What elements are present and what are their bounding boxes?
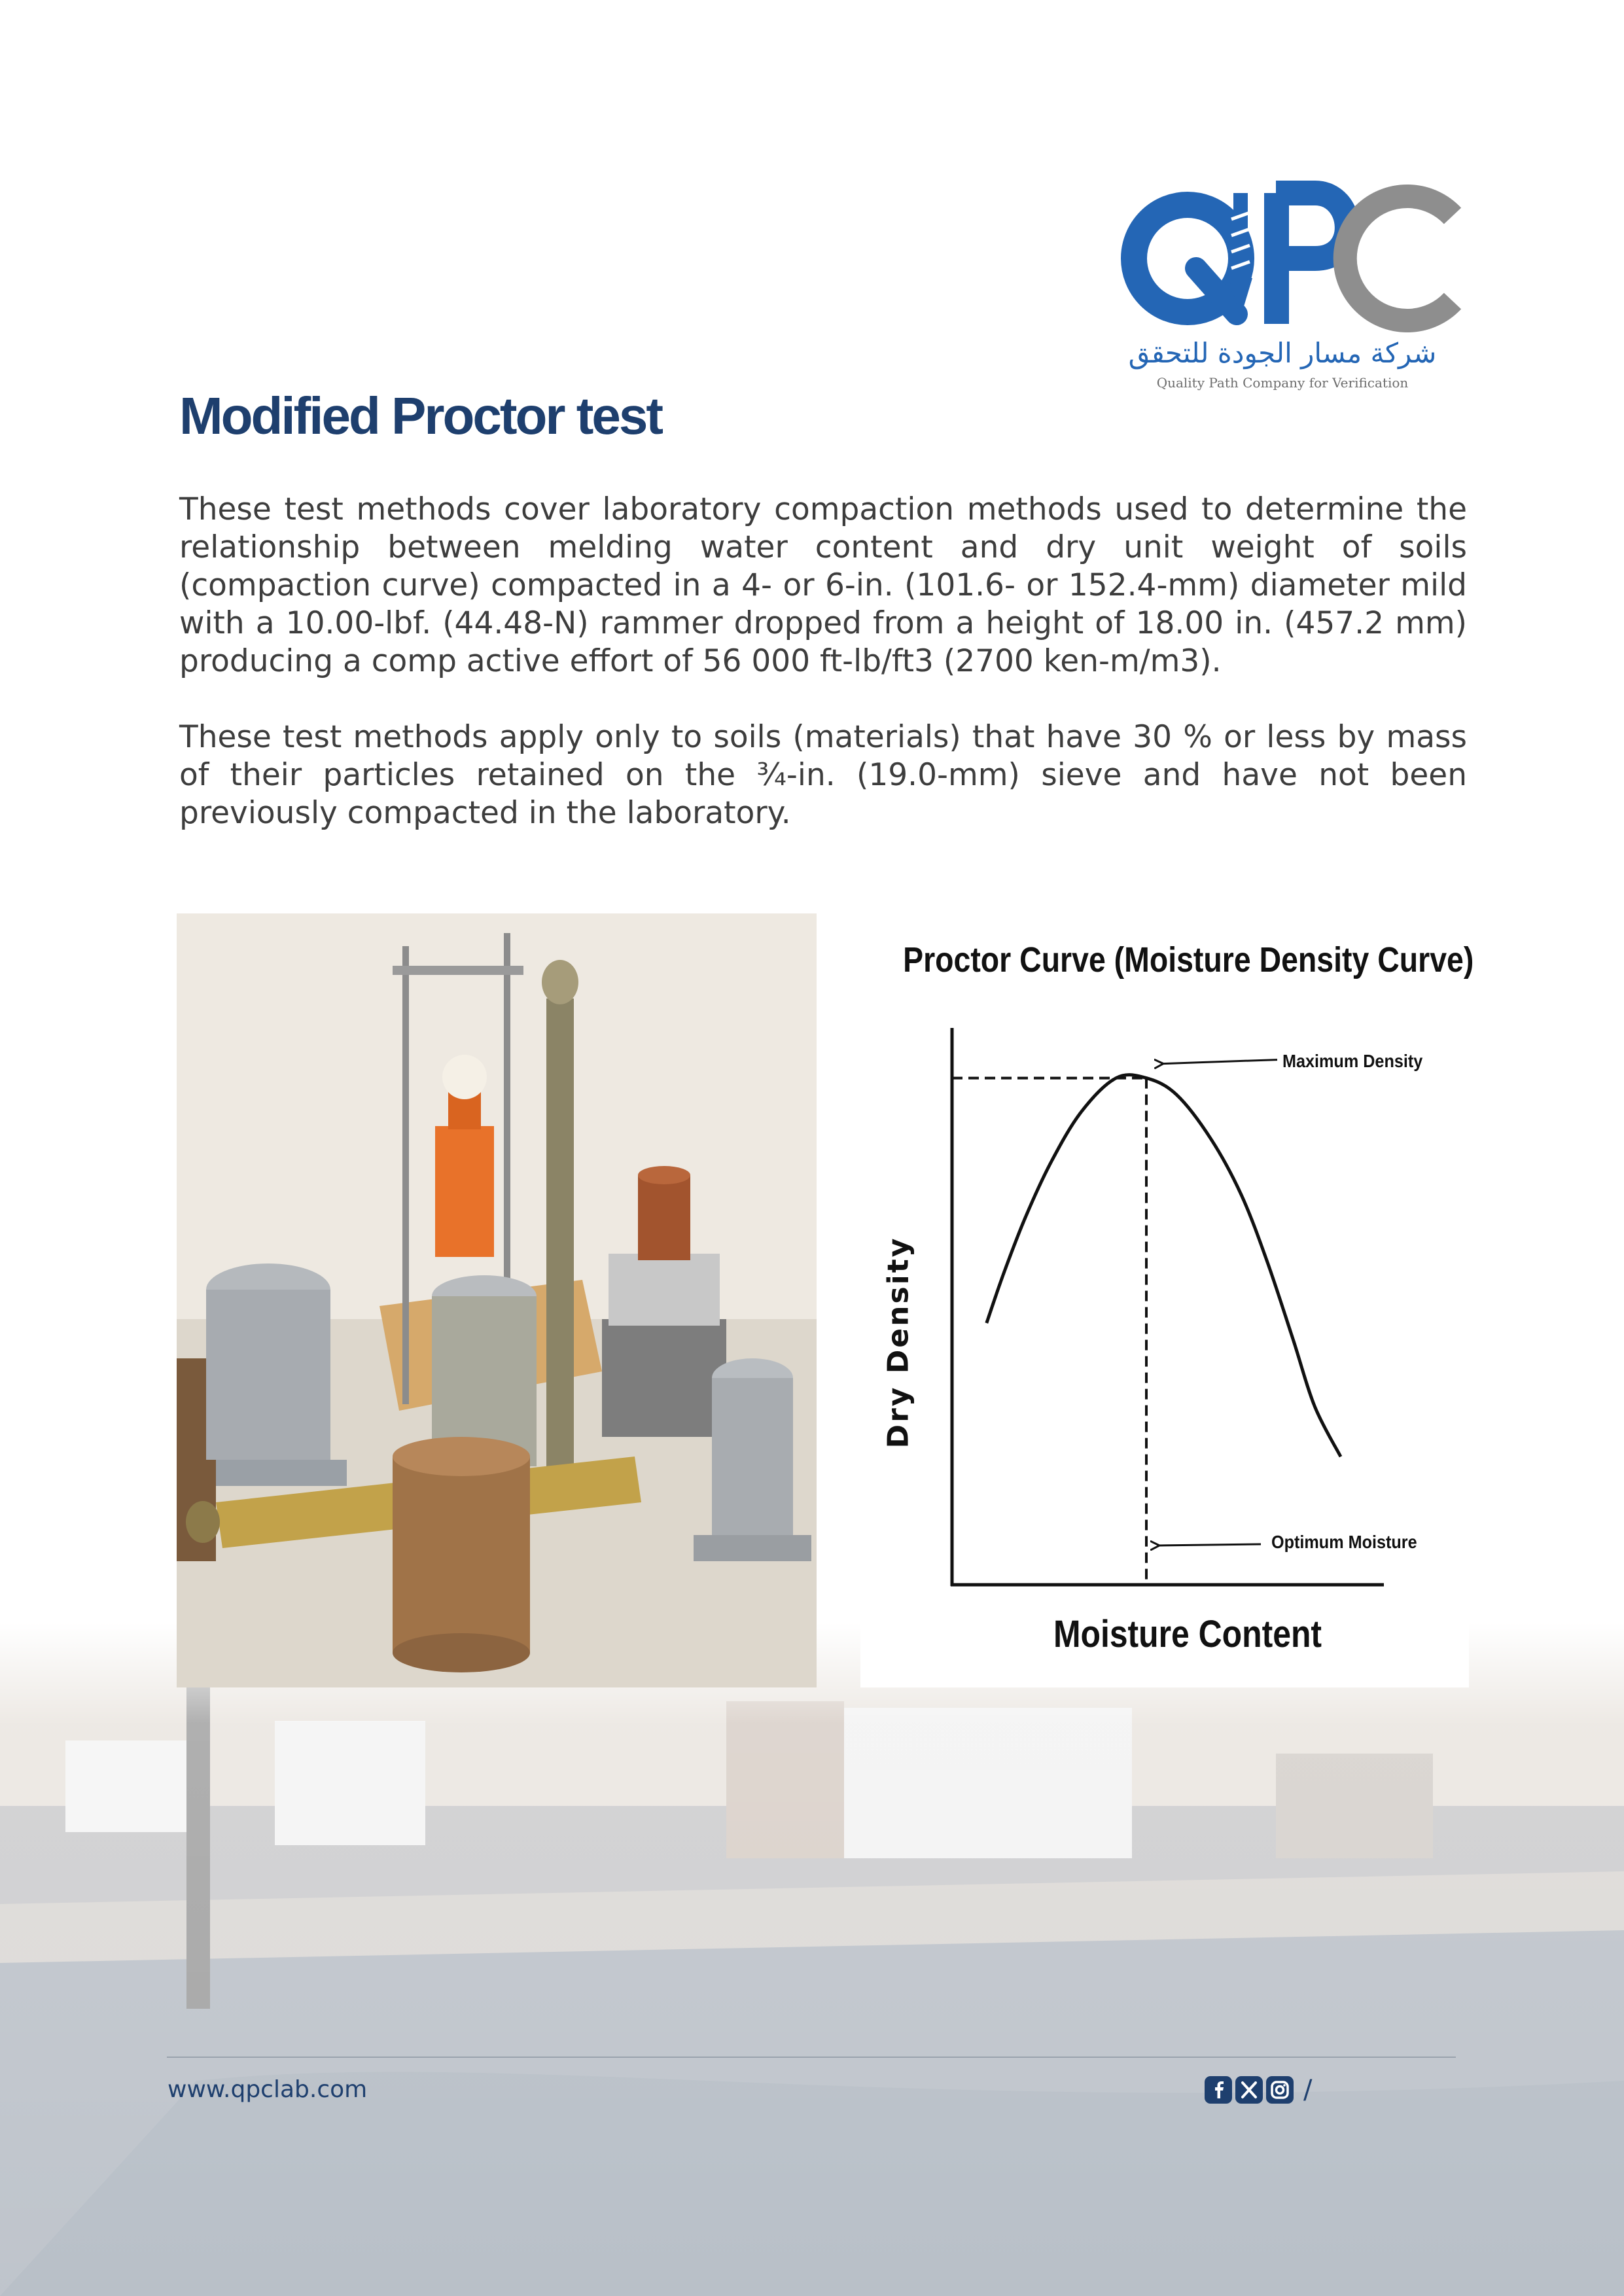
scope-paragraph: These test methods apply only to soils (materials) that have 30 % or less by mass of their particles retained on the ¾-in. (19.0-mm) sieve and have not been previously compacted in the laboratory. [179, 719, 1467, 831]
page-title: Modified Proctor test [179, 387, 662, 445]
logo-english-name: Quality Path Company for Verification [1156, 375, 1409, 391]
intro-paragraph: These test methods cover laboratory compaction methods used to determine the relationship between melding water content and dry unit weight of soils (compaction curve) compacted in a 4- or 6-in. (101.6- or 152.4-mm) diameter mild with a 10.00-lbf. (44.48-N) rammer dropped from a height of 18.00 in. (457.2 mm) producing a comp active effort of 56 000 ft-lb/ft3 (2700 ken-m/m3). [179, 491, 1467, 679]
annotation-maximum-density: Maximum Density [1282, 1051, 1423, 1071]
logo-arabic-name: شركة مسار الجودة للتحقق [1128, 337, 1437, 369]
x-axis-label: Moisture Content [1053, 1613, 1322, 1655]
proctor-curve-chart [860, 913, 1474, 1687]
construction-site-background [0, 1623, 1624, 2296]
website-link[interactable]: www.qpclab.com [168, 2076, 368, 2103]
proctor-equipment-photo [177, 913, 817, 1687]
optimum-moisture-arrow [1159, 1544, 1261, 1545]
social-separator: / [1303, 2075, 1313, 2105]
annotation-optimum-moisture: Optimum Moisture [1271, 1532, 1417, 1552]
social-links [1205, 2075, 1312, 2104]
instagram-icon[interactable] [1266, 2076, 1294, 2104]
qpc-logo-mark [1119, 180, 1466, 337]
max-density-arrow [1163, 1060, 1277, 1064]
facebook-icon[interactable] [1205, 2076, 1232, 2104]
x-twitter-icon[interactable] [1235, 2076, 1263, 2104]
y-axis-label: Dry Density [881, 1236, 915, 1449]
qpc-logo [1119, 180, 1466, 402]
chart-plot [860, 913, 1474, 1687]
chart-title: Proctor Curve (Moisture Density Curve) [903, 940, 1474, 980]
moisture-density-curve [987, 1075, 1341, 1457]
footer-divider [167, 2057, 1456, 2058]
